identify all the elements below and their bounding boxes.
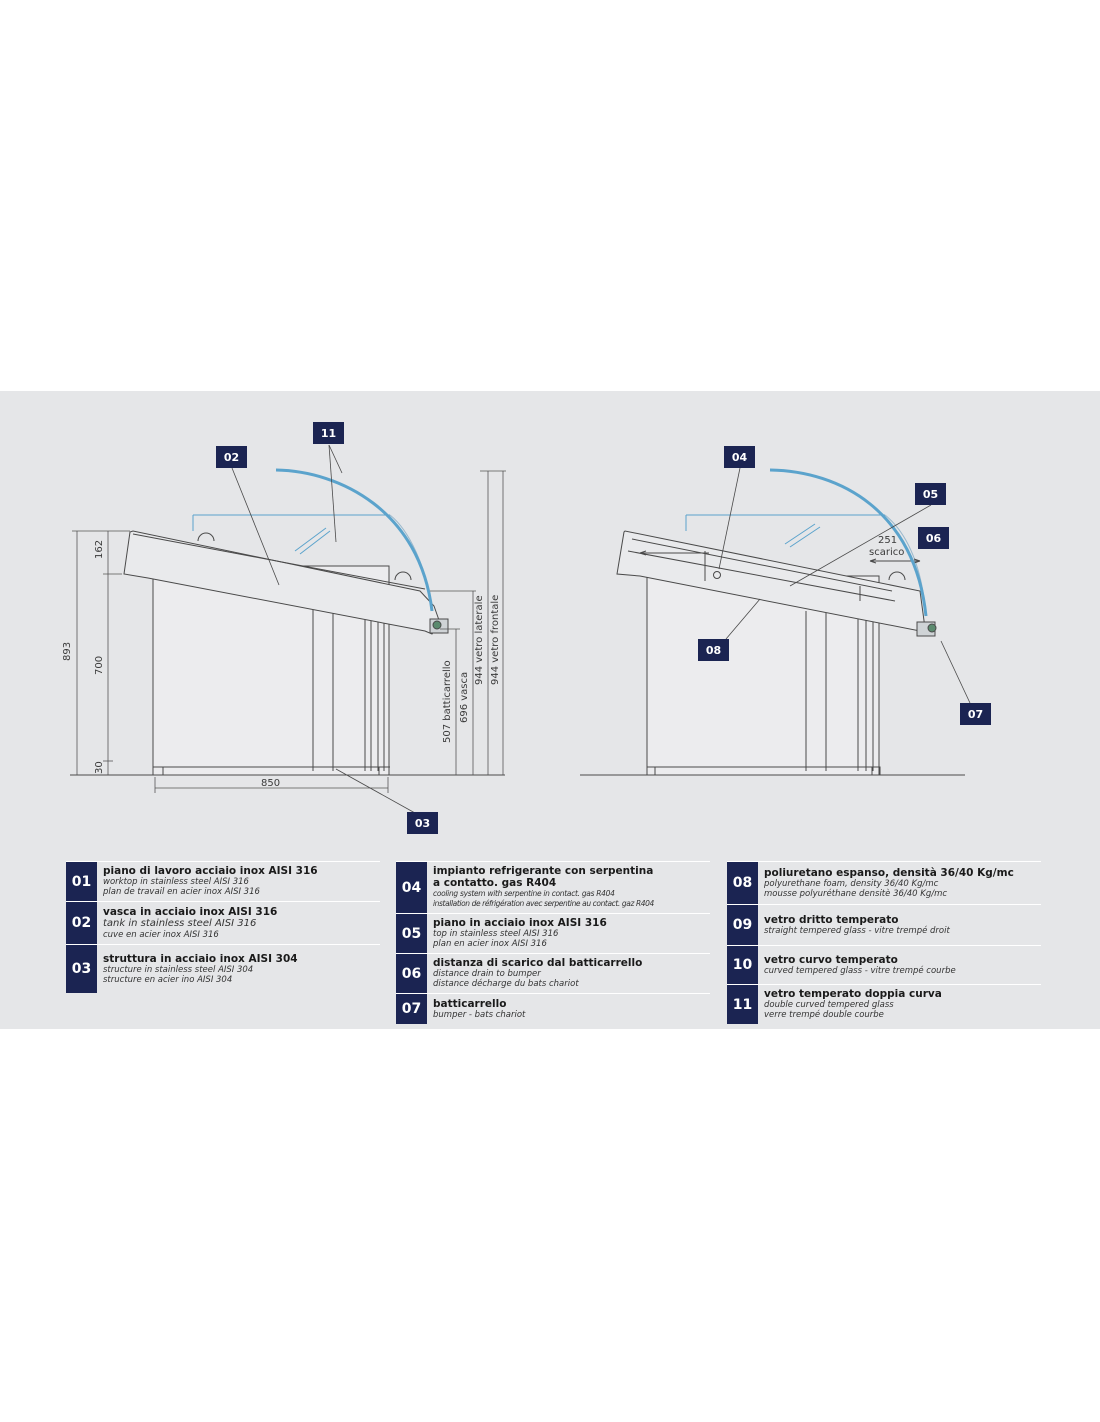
legend-french: structure en acier ino AISI 304 (103, 974, 233, 985)
right-side-view (580, 515, 965, 775)
dim-893: 893 (62, 641, 73, 661)
legend-title: vasca in acciaio inox AISI 316 (103, 905, 278, 918)
badge-05 (915, 483, 946, 505)
badge-11 (313, 422, 344, 444)
legend-number: 02 (66, 902, 97, 944)
svg-text:06: 06 (925, 532, 942, 545)
left-side-view (70, 515, 505, 775)
legend-french: verre trempé double courbe (764, 1010, 884, 1020)
legend-title: impianto refrigerante con serpentina a contatto. gas R404 (433, 865, 654, 889)
legend-column-3 (727, 861, 1041, 1024)
legend-french: cuve en acier inox AISI 316 (103, 929, 219, 940)
legend-number: 11 (727, 985, 758, 1024)
legend-english: polyurethane foam, density 36/40 Kg/mc (764, 878, 939, 889)
dim-700: 700 (94, 655, 105, 675)
legend-item-09 (727, 904, 1041, 945)
legend-item-03 (66, 944, 380, 993)
technical-drawings (0, 391, 1100, 861)
legend-french: plan en acier inox AISI 316 (433, 939, 547, 949)
legend-column-2 (396, 861, 710, 1024)
legend-number: 07 (396, 994, 427, 1024)
legend-item-06 (396, 953, 710, 993)
legend-item-01 (66, 861, 380, 901)
legend-item-05 (396, 913, 710, 953)
legend-number: 03 (66, 945, 97, 993)
legend-title: struttura in acciaio inox AISI 304 (103, 952, 298, 965)
legend-english: tank in stainless steel AISI 316 (103, 917, 257, 929)
legend-title: batticarrello (433, 997, 507, 1010)
legend-french: distance décharge du bats chariot (433, 979, 579, 989)
legend-english: worktop in stainless steel AISI 316 (103, 877, 249, 887)
legend-number: 05 (396, 914, 427, 953)
legend-french: installation de réfrigération avec serpentine au contact. gaz R404 (433, 899, 654, 908)
legend-english: top in stainless steel AISI 316 (433, 929, 559, 939)
dim-944-vetro-laterale: 944 vetro laterale (474, 595, 485, 685)
legend-number: 09 (727, 905, 758, 945)
legend-title: vetro dritto temperato (764, 913, 899, 926)
svg-text:03: 03 (414, 817, 431, 830)
legend-french: mousse polyuréthane densitè 36/40 Kg/mc (764, 888, 948, 899)
legend-number: 04 (396, 862, 427, 913)
legend-item-10 (727, 945, 1041, 984)
legend-english: curved tempered glass - vitre trempé courbe (764, 965, 956, 976)
legend-english: cooling system with serpentine in contact. gas R404 (433, 889, 615, 898)
legend-title: poliuretano espanso, densità 36/40 Kg/mc (764, 866, 1014, 879)
svg-text:04: 04 (731, 451, 748, 464)
dim-850: 850 (261, 778, 281, 789)
legend-title: vetro temperato doppia curva (764, 988, 942, 1000)
legend-title: piano di lavoro acciaio inox AISI 316 (103, 865, 318, 877)
badge-08 (698, 639, 729, 661)
legend-item-11 (727, 984, 1041, 1024)
svg-text:05: 05 (922, 488, 939, 501)
legend-french: plan de travail en acier inox AISI 316 (103, 887, 260, 897)
legend-item-08 (727, 861, 1041, 904)
legend-column-1 (66, 861, 380, 993)
dim-251: 251 (878, 535, 898, 546)
legend-english: structure in stainless steel AISI 304 (103, 964, 254, 975)
dim-162: 162 (94, 539, 105, 559)
legend-item-02 (66, 901, 380, 944)
svg-text:11: 11 (320, 427, 337, 440)
dim-944-vetro-frontale: 944 vetro frontale (490, 594, 501, 685)
legend-number: 10 (727, 946, 758, 984)
legend-number: 06 (396, 954, 427, 993)
dim-696-vasca: 696 vasca (459, 671, 470, 723)
legend-number: 01 (66, 862, 97, 901)
badge-06 (918, 527, 949, 549)
legend-english: double curved tempered glass (764, 1000, 894, 1010)
legend-title: vetro curvo temperato (764, 953, 898, 966)
legend-item-07 (396, 993, 710, 1024)
legend-title: distanza di scarico dal batticarrello (433, 957, 643, 969)
legend-title: piano in acciaio inox AISI 316 (433, 917, 607, 929)
legend-item-04 (396, 861, 710, 913)
dim-scarico-label: scarico (869, 547, 905, 558)
badge-07 (960, 703, 991, 725)
dim-507-batticarrello: 507 batticarrello (442, 660, 453, 743)
badge-03 (407, 812, 438, 834)
dim-30: 30 (94, 761, 105, 774)
legend-number: 08 (727, 862, 758, 904)
technical-sheet-panel (0, 391, 1100, 1029)
svg-text:07: 07 (967, 708, 984, 721)
legend-english: bumper - bats chariot (433, 1009, 526, 1020)
svg-text:02: 02 (223, 451, 240, 464)
legend-english: straight tempered glass - vitre trempé droit (764, 925, 950, 936)
legend-english: distance drain to bumper (433, 969, 541, 979)
badge-04 (724, 446, 755, 468)
badge-02 (216, 446, 247, 468)
svg-text:08: 08 (705, 644, 722, 657)
